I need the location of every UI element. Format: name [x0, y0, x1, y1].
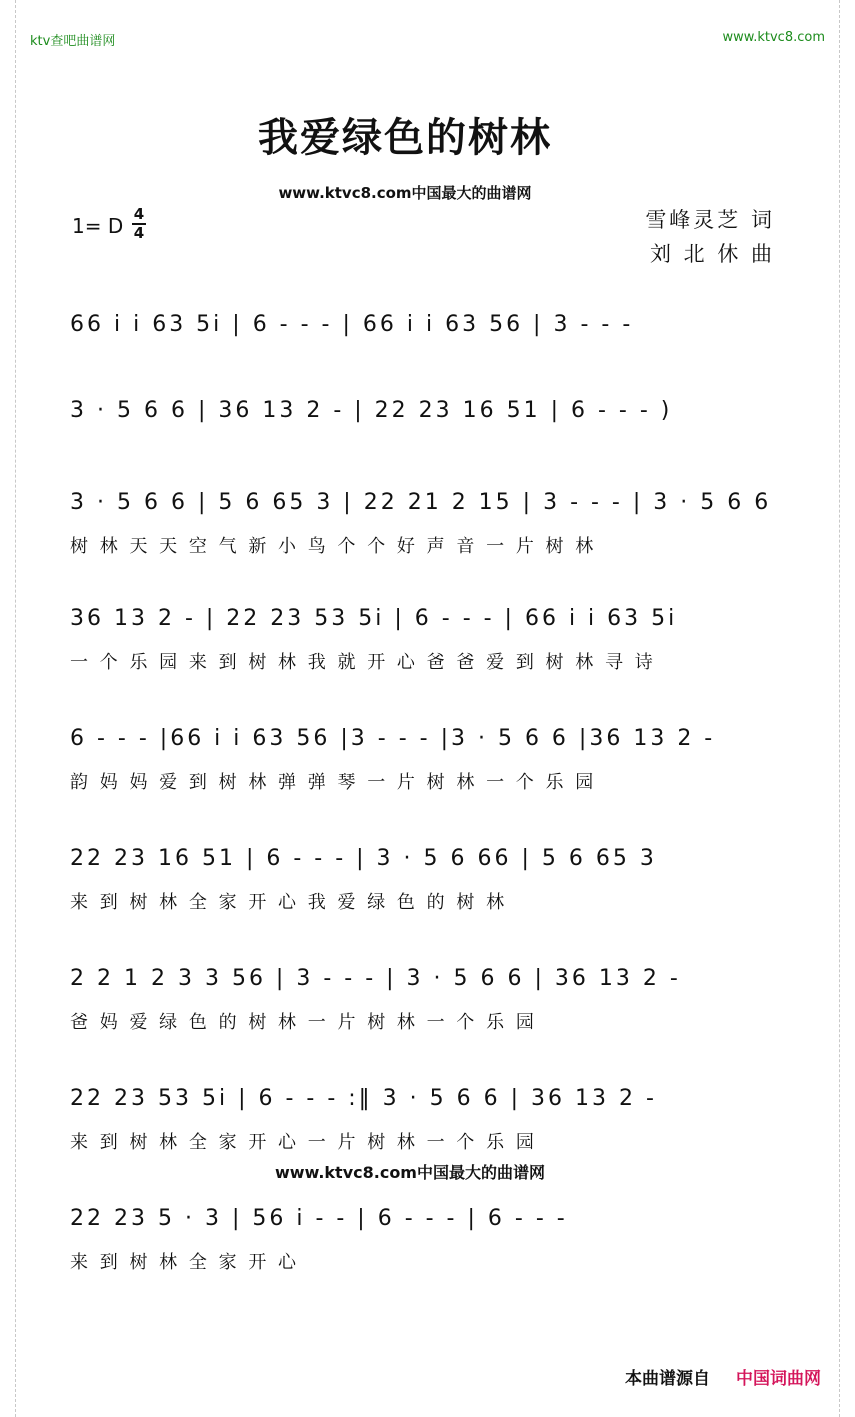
lyric-line: 一 个 乐 园 来 到 树 林 我 就 开 心 爸 爸 爱 到 树 林 寻 诗: [70, 652, 656, 673]
notation-line: 66 i i 63 5i | 6 - - - | 66 i i 63 56 | 3 - - -: [70, 312, 634, 337]
score-row-2: [70, 398, 780, 438]
lyric-line: 韵 妈 妈 爱 到 树 林 弹 弹 琴 一 片 树 林 一 个 乐 园: [70, 772, 597, 793]
lyric-line: 树 林 天 天 空 气 新 小 鸟 个 个 好 声 音 一 片 树 林: [70, 536, 597, 557]
site-link-left[interactable]: ktv查吧曲谱网: [30, 34, 116, 49]
song-title: 我爱绿色的树林: [258, 115, 552, 161]
score-row-6: [70, 846, 780, 914]
footer-source-label: 本曲谱源自: [625, 1369, 710, 1389]
notation-line: 22 23 16 51 | 6 - - - | 3 · 5 6 66 | 5 6 65 3: [70, 846, 657, 871]
notation-line: 6 - - - |66 i i 63 56 |3 - - - |3 · 5 6 6 |36 13 2 -: [70, 726, 716, 751]
lyric-line: 来 到 树 林 全 家 开 心 我 爱 绿 色 的 树 林: [70, 892, 508, 913]
time-signature-top: 4: [133, 205, 145, 223]
score-row-1: [70, 312, 780, 352]
notation-line: 22 23 5 · 3 | 56 i - - | 6 - - - | 6 - - -: [70, 1206, 568, 1231]
composer-credit: 刘 北 休 曲: [649, 242, 775, 266]
score-row-9: [70, 1206, 780, 1274]
score-row-4: [70, 606, 780, 674]
lyric-line: 爸 妈 爱 绿 色 的 树 林 一 片 树 林 一 个 乐 园: [70, 1012, 537, 1033]
score-url-line: www.ktvc8.com中国最大的曲谱网: [278, 184, 532, 202]
score-row-5: [70, 726, 780, 794]
footer-brand-link[interactable]: 中国词曲网: [736, 1369, 821, 1389]
lyricist-credit: 雪峰灵芝 词: [645, 208, 775, 232]
score-row-8: [70, 1086, 780, 1154]
score-row-3: [70, 490, 780, 558]
key-signature: 1= D: [72, 214, 124, 238]
notation-line: 36 13 2 - | 22 23 53 5i | 6 - - - | 66 i i 63 5i: [70, 606, 678, 631]
time-signature: [132, 206, 146, 242]
notation-line: 22 23 53 5i | 6 - - - :‖ 3 · 5 6 6 | 36 13 2 -: [70, 1086, 657, 1111]
score-url-line-repeat: www.ktvc8.com中国最大的曲谱网: [275, 1163, 545, 1182]
lyric-line: 来 到 树 林 全 家 开 心: [70, 1252, 300, 1273]
score-row-7: [70, 966, 780, 1034]
site-link-right[interactable]: www.ktvc8.com: [722, 30, 825, 45]
notation-line: 3 · 5 6 6 | 5 6 65 3 | 22 21 2 15 | 3 - - - | 3 · 5 6 6: [70, 490, 772, 515]
lyric-line: 来 到 树 林 全 家 开 心 一 片 树 林 一 个 乐 园: [70, 1132, 537, 1153]
notation-line: 2 2 1 2 3 3 56 | 3 - - - | 3 · 5 6 6 | 36 13 2 -: [70, 966, 681, 991]
notation-line: 3 · 5 6 6 | 36 13 2 - | 22 23 16 51 | 6 - - - ): [70, 398, 673, 423]
left-margin-rail: [0, 0, 16, 1417]
right-margin-rail: [839, 0, 855, 1417]
time-signature-bottom: 4: [133, 224, 145, 242]
